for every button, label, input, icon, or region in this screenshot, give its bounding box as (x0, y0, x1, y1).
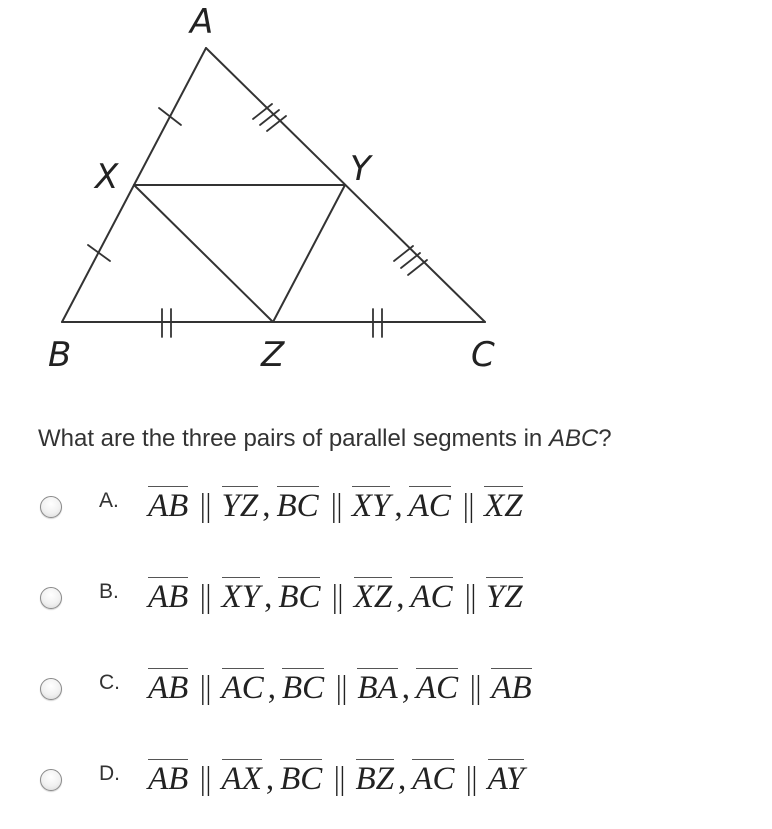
parallel-symbol: || (200, 761, 212, 797)
segment: AB (148, 761, 189, 797)
segment: AC (410, 579, 453, 615)
segment-yz (273, 185, 345, 322)
triple-tick-ay (253, 104, 286, 131)
segment: XZ (353, 579, 393, 615)
parallel-symbol: || (200, 579, 212, 615)
label-b: B (48, 335, 72, 375)
option-math (148, 668, 532, 707)
radio-button-b[interactable] (40, 587, 62, 609)
radio-button-c[interactable] (40, 678, 62, 700)
segment: AY (487, 761, 525, 797)
comma: , (267, 670, 276, 706)
label-c: C (471, 335, 495, 375)
comma: , (265, 761, 275, 797)
comma: , (264, 579, 273, 615)
label-a: A (190, 2, 214, 42)
option-letter: B. (99, 580, 119, 603)
segment: BC (281, 670, 325, 706)
option-letter: C. (99, 671, 120, 694)
parallel-symbol: || (462, 488, 475, 524)
option-math (148, 577, 523, 616)
label-y: Y (350, 149, 371, 189)
option-letter: D. (99, 762, 120, 785)
question-text (38, 425, 612, 453)
option-b[interactable] (0, 577, 772, 647)
segment: AB (491, 670, 532, 706)
triangle-figure (0, 0, 772, 400)
segment: YZ (221, 488, 259, 524)
comma: , (396, 579, 405, 615)
question-triangle: ABC (548, 425, 599, 452)
option-c[interactable] (0, 668, 772, 738)
label-z: Z (261, 335, 285, 375)
parallel-symbol: || (470, 670, 482, 706)
parallel-symbol: || (200, 670, 212, 706)
segment: AC (408, 488, 451, 524)
option-a[interactable] (0, 486, 772, 556)
segment: AB (148, 670, 189, 706)
parallel-symbol: || (332, 579, 344, 615)
parallel-symbol: || (200, 488, 212, 524)
segment: AB (148, 488, 189, 524)
option-math (148, 759, 524, 798)
segment: AX (221, 761, 262, 797)
tick-ax (159, 108, 181, 125)
label-x: X (95, 157, 119, 197)
segment: AB (148, 579, 189, 615)
comma: , (398, 761, 407, 797)
segment: BC (278, 579, 321, 615)
segment: YZ (485, 579, 523, 615)
option-d[interactable] (0, 759, 772, 829)
segment: BA (357, 670, 398, 706)
parallel-symbol: || (464, 579, 476, 615)
segment: BC (276, 488, 319, 524)
option-math (148, 486, 523, 525)
comma: , (262, 488, 271, 524)
segment: BZ (355, 761, 395, 797)
radio-button-d[interactable] (40, 769, 62, 791)
segment: XZ (484, 488, 523, 524)
question-prefix: What are the three pairs of parallel segments in (38, 425, 549, 452)
parallel-symbol: || (330, 488, 342, 524)
segment: AC (412, 761, 455, 797)
comma: , (394, 488, 403, 524)
segment: AC (415, 670, 459, 706)
segment: XY (351, 488, 391, 524)
option-letter: A. (99, 489, 119, 512)
question-suffix: ? (598, 425, 612, 452)
radio-button-a[interactable] (40, 496, 62, 518)
parallel-symbol: || (466, 761, 478, 797)
segment-xz (134, 185, 273, 322)
segment: XY (221, 579, 261, 615)
segment: AC (221, 670, 264, 706)
comma: , (401, 670, 410, 706)
parallel-symbol: || (334, 761, 346, 797)
segment: BC (280, 761, 323, 797)
tick-xb (88, 245, 110, 261)
parallel-symbol: || (336, 670, 348, 706)
